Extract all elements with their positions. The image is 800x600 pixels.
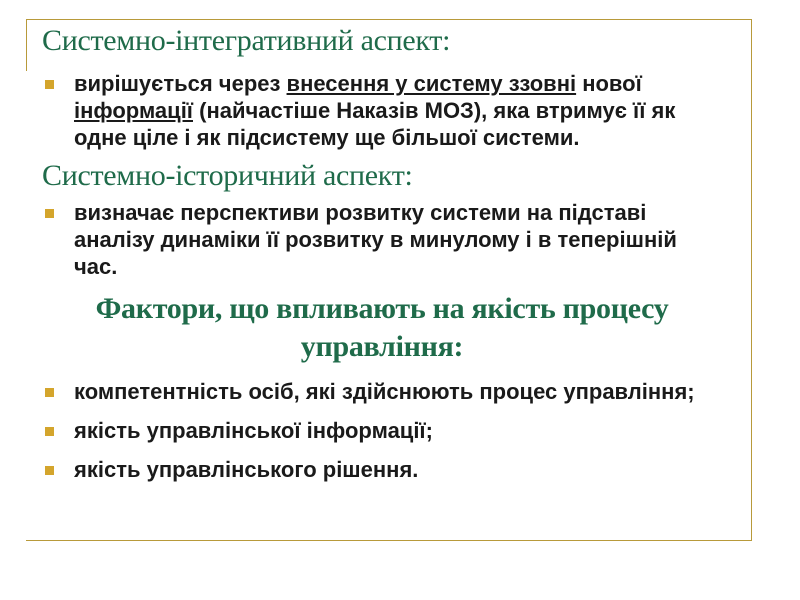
frame-right-line	[751, 19, 752, 540]
bullet-text: якість управлінської інформації;	[74, 418, 433, 443]
square-bullet-icon	[45, 209, 54, 218]
bullet-list-factors	[42, 378, 732, 483]
bullet-list-historical	[42, 199, 732, 280]
bullet-text-part: (найчастіше Наказів МОЗ), яка втримує її як одне ціле і як підсистему ще більшої системи.	[74, 98, 676, 150]
bullet-text-part: нової	[576, 71, 642, 96]
section-heading-factors: Фактори, що впливають на якість процесу управління:	[95, 292, 669, 363]
section-heading-integrative: Системно-інтегративний аспект:	[42, 24, 451, 57]
frame-bottom-line	[26, 540, 752, 541]
list-item	[42, 417, 732, 444]
square-bullet-icon	[45, 388, 54, 397]
square-bullet-icon	[45, 80, 54, 89]
list-item	[42, 199, 704, 280]
bullet-text-part: вирішується через	[74, 71, 287, 96]
bullet-text: визначає перспективи розвитку системи на підставі аналізу динаміки її розвитку в минулому і в теперішній час.	[74, 200, 677, 279]
square-bullet-icon	[45, 427, 54, 436]
bullet-text-underlined: внесення у систему ззовні	[286, 71, 577, 96]
bullet-list-integrative	[42, 70, 732, 151]
slide-content	[42, 22, 732, 483]
bullet-text: компетентність осіб, які здійснюють процес управління;	[74, 379, 695, 404]
frame-left-line	[26, 19, 27, 71]
bullet-text: якість управлінського рішення.	[74, 457, 419, 482]
bullet-text-underlined: інформації	[74, 98, 193, 123]
list-item	[42, 456, 732, 483]
list-item	[42, 378, 714, 405]
frame-top-line	[26, 19, 752, 20]
square-bullet-icon	[45, 466, 54, 475]
section-heading-historical: Системно-історичний аспект:	[42, 159, 413, 192]
list-item	[42, 70, 724, 151]
